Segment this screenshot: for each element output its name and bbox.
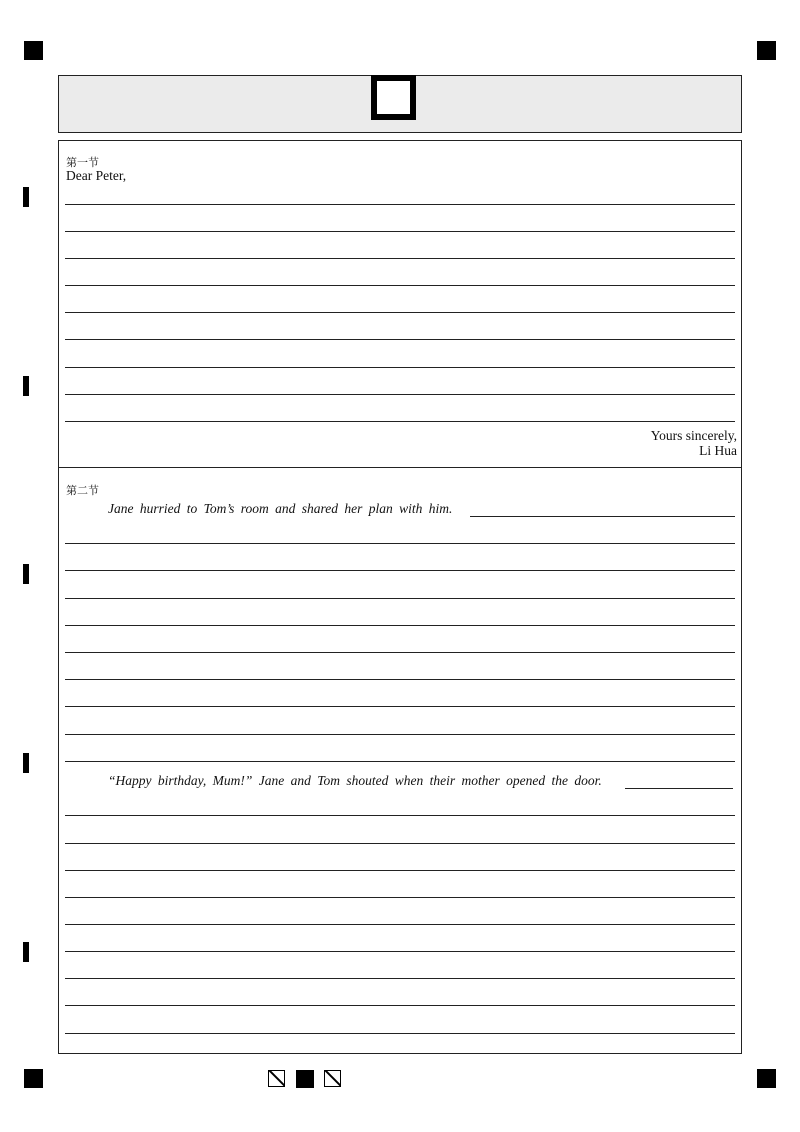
answer-frame xyxy=(58,140,742,1054)
registration-mark-bottom-left xyxy=(24,1069,43,1088)
writing-line xyxy=(65,679,735,680)
section-divider xyxy=(58,467,742,468)
letter-closing: Yours sincerely, xyxy=(650,428,737,443)
page-code-box-crossed xyxy=(324,1070,341,1087)
writing-line xyxy=(65,598,735,599)
registration-mark-top-right xyxy=(757,41,776,60)
writing-line xyxy=(65,367,735,368)
writing-line xyxy=(65,204,735,205)
writing-line xyxy=(65,897,735,898)
paragraph1-opening: Jane hurried to Tom’s room and shared her plan with him. xyxy=(108,501,453,516)
writing-line xyxy=(65,1033,735,1034)
section1-label: 第一节 xyxy=(66,157,99,169)
registration-mark-bottom-right xyxy=(757,1069,776,1088)
registration-mark-top-left xyxy=(24,41,43,60)
timing-mark-3 xyxy=(23,564,29,584)
writing-line xyxy=(65,978,735,979)
writing-line xyxy=(65,706,735,707)
writing-line xyxy=(65,870,735,871)
writing-line xyxy=(65,815,735,816)
writing-line xyxy=(65,421,735,422)
writing-line xyxy=(65,761,735,762)
writing-line xyxy=(65,924,735,925)
writing-line xyxy=(625,788,733,789)
writing-line xyxy=(65,625,735,626)
section2-label: 第二节 xyxy=(66,485,99,497)
writing-line xyxy=(65,652,735,653)
writing-line xyxy=(65,1005,735,1006)
writing-line xyxy=(65,231,735,232)
writing-line xyxy=(65,285,735,286)
writing-line xyxy=(470,516,735,517)
timing-mark-2 xyxy=(23,376,29,396)
salutation: Dear Peter, xyxy=(66,168,127,183)
writing-line xyxy=(65,258,735,259)
timing-mark-5 xyxy=(23,942,29,962)
paragraph2-opening: “Happy birthday, Mum!” Jane and Tom shouted when their mother opened the door. xyxy=(108,773,602,788)
writing-line xyxy=(65,843,735,844)
timing-mark-1 xyxy=(23,187,29,207)
writing-line xyxy=(65,312,735,313)
writing-line xyxy=(65,951,735,952)
timing-mark-4 xyxy=(23,753,29,773)
writing-line xyxy=(65,339,735,340)
writing-line xyxy=(65,734,735,735)
header-locator-square xyxy=(371,75,416,120)
writing-line xyxy=(65,570,735,571)
writing-line xyxy=(65,394,735,395)
page-code-box-filled xyxy=(296,1070,314,1088)
page-code-box-crossed xyxy=(268,1070,285,1087)
letter-signature: Li Hua xyxy=(699,443,737,458)
writing-line xyxy=(65,543,735,544)
